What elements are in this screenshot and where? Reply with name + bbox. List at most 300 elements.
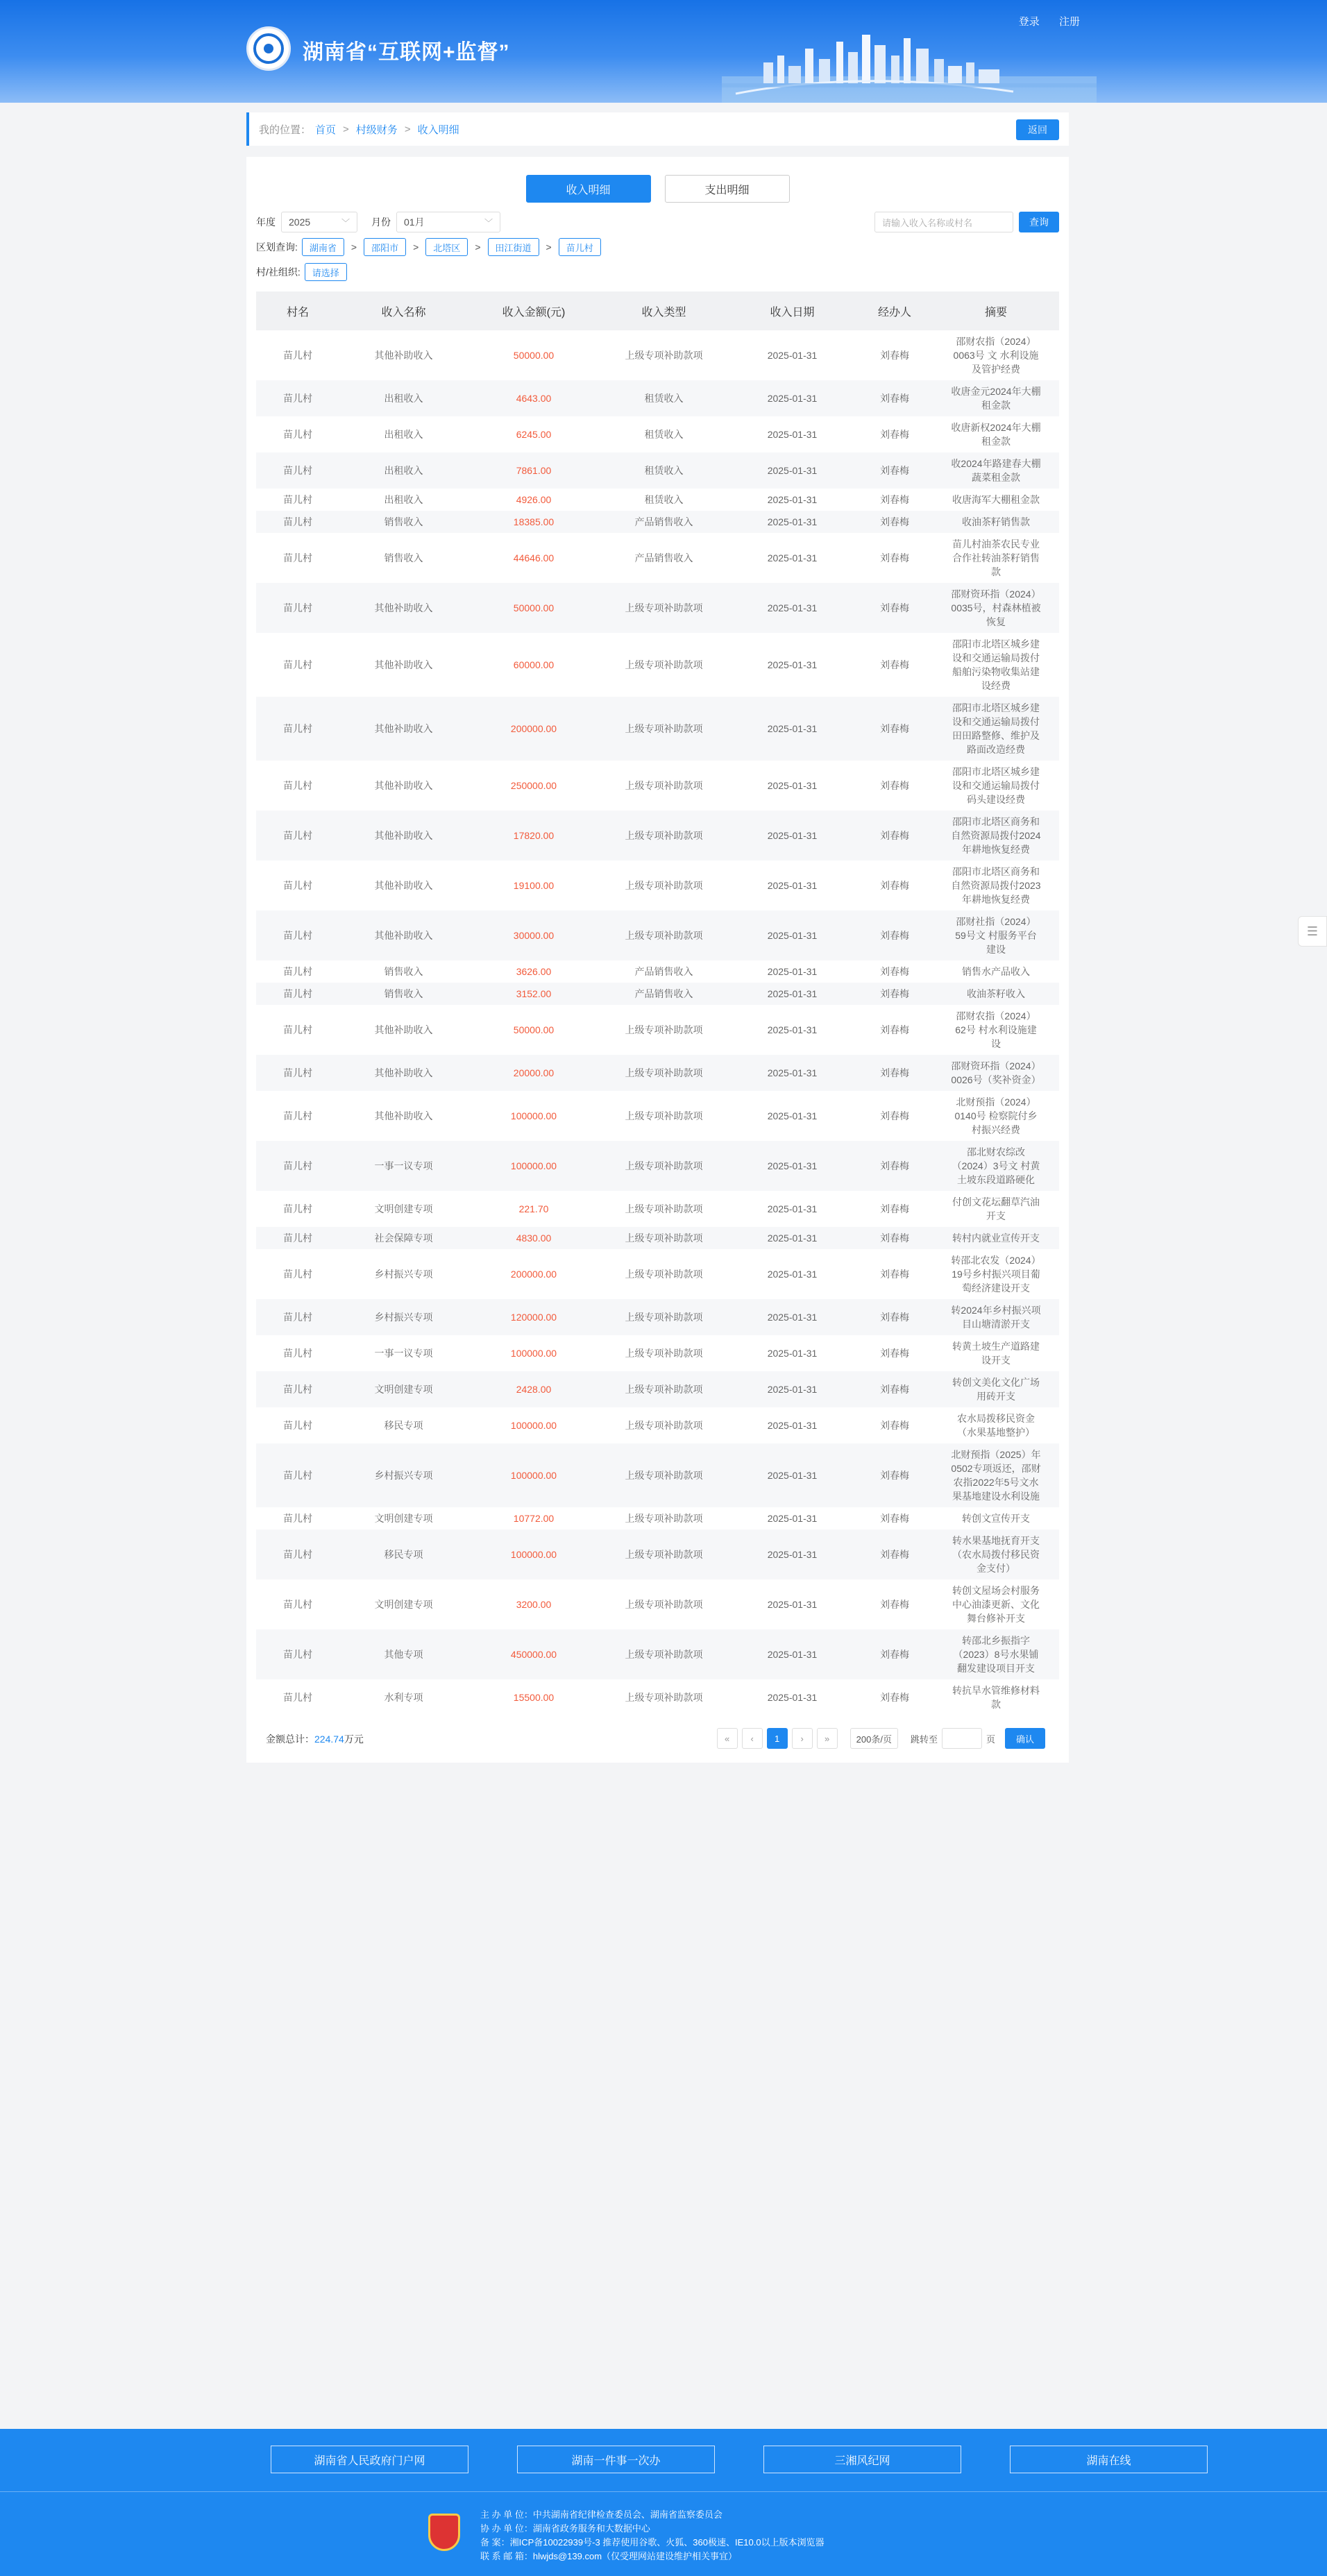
jump-label: 跳转至 <box>910 1734 938 1745</box>
content-panel <box>246 157 1069 1763</box>
breadcrumb <box>246 112 1069 146</box>
income-amount-cell: 221.70 <box>518 1203 549 1214</box>
page-number[interactable]: 1 <box>767 1728 788 1749</box>
handler-cell: 刘春梅 <box>880 393 909 404</box>
income-type-cell: 上级专项补助款项 <box>625 1549 703 1560</box>
table-row <box>256 1091 1059 1141</box>
table-row <box>256 633 1059 697</box>
income-name-cell: 出租收入 <box>384 393 423 404</box>
income-type-cell: 上级专项补助款项 <box>625 1160 703 1171</box>
income-date-cell: 2025-01-31 <box>767 1160 818 1171</box>
date-filter-row <box>256 210 1059 235</box>
table-row <box>256 1530 1059 1579</box>
income-type-cell: 上级专项补助款项 <box>625 780 703 791</box>
table-row <box>256 861 1059 910</box>
income-name-cell: 其他补助收入 <box>374 1024 433 1035</box>
memo-cell: 转水果基地抚育开支（农水局拨付移民资金支付） <box>952 1535 1040 1574</box>
page-size-value: 200条/页 <box>856 1734 892 1745</box>
top-links <box>1002 14 1080 28</box>
column-header: 经办人 <box>856 291 933 330</box>
income-type-cell: 上级专项补助款项 <box>625 1513 703 1524</box>
income-type-cell: 租赁收入 <box>644 494 684 505</box>
side-menu-icon[interactable]: ☰ <box>1298 916 1327 947</box>
table-row <box>256 1579 1059 1629</box>
income-amount-cell: 450000.00 <box>510 1649 557 1660</box>
search-button[interactable]: 查询 <box>1019 212 1059 232</box>
income-date-cell: 2025-01-31 <box>767 465 818 476</box>
table-row <box>256 511 1059 533</box>
village-name-cell: 苗儿村 <box>283 723 312 734</box>
income-date-cell: 2025-01-31 <box>767 830 818 841</box>
income-date-cell: 2025-01-31 <box>767 1348 818 1359</box>
table-row <box>256 583 1059 633</box>
memo-cell: 邵阳市北塔区商务和自然资源局拨付2023年耕地恢复经费 <box>951 866 1041 905</box>
village-name-cell: 苗儿村 <box>283 429 312 440</box>
memo-cell: 邵阳市北塔区城乡建设和交通运输局拨付码头建设经费 <box>952 766 1040 805</box>
chevron-down-icon: ﹀ <box>484 217 493 228</box>
memo-cell: 转创文美化文化广场用砖开支 <box>952 1377 1040 1402</box>
village-name-cell: 苗儿村 <box>283 1692 312 1703</box>
village-name-cell: 苗儿村 <box>283 1024 312 1035</box>
income-date-cell: 2025-01-31 <box>767 780 818 791</box>
pagination <box>717 1728 1045 1749</box>
table-row <box>256 960 1059 983</box>
income-type-cell: 上级专项补助款项 <box>625 1649 703 1660</box>
next-page-icon[interactable]: › <box>792 1728 813 1749</box>
village-name-cell: 苗儿村 <box>283 1269 312 1280</box>
income-date-cell: 2025-01-31 <box>767 1269 818 1280</box>
footer-info <box>480 2508 825 2564</box>
site-header <box>0 0 1327 103</box>
village-name-cell: 苗儿村 <box>283 1312 312 1323</box>
memo-cell: 邵财社指（2024）59号文 村服务平台建设 <box>955 916 1037 955</box>
main-container <box>246 112 1069 1763</box>
table-row <box>256 1407 1059 1443</box>
village-name-cell: 苗儿村 <box>283 830 312 841</box>
memo-cell: 邵财农指（2024）62号 村水利设施建设 <box>955 1010 1037 1049</box>
income-type-cell: 产品销售收入 <box>634 516 693 527</box>
handler-cell: 刘春梅 <box>880 966 909 977</box>
memo-cell: 转邵北乡振指字（2023）8号水果铺翻发建设项目开支 <box>953 1635 1039 1674</box>
org-filter-row <box>256 260 1059 285</box>
income-amount-cell: 44646.00 <box>513 552 555 564</box>
village-name-cell: 苗儿村 <box>283 1549 312 1560</box>
village-name-cell: 苗儿村 <box>283 659 312 670</box>
memo-cell: 邵财资环指（2024）0035号，村森林植被恢复 <box>951 588 1041 627</box>
table-row <box>256 811 1059 861</box>
table-row <box>256 983 1059 1005</box>
income-amount-cell: 19100.00 <box>513 880 555 891</box>
region-chip-village[interactable]: 苗儿村 <box>559 238 601 256</box>
month-select[interactable] <box>396 212 500 232</box>
org-select-button[interactable]: 请选择 <box>305 263 347 281</box>
footer-link-fengji[interactable]: 三湘风纪网 <box>763 2446 961 2473</box>
handler-cell: 刘春梅 <box>880 350 909 361</box>
income-name-cell: 其他补助收入 <box>374 780 433 791</box>
income-date-cell: 2025-01-31 <box>767 516 818 527</box>
memo-cell: 收油茶籽销售款 <box>962 516 1030 527</box>
handler-cell: 刘春梅 <box>880 516 909 527</box>
breadcrumb-income-detail[interactable]: 收入明细 <box>417 124 459 136</box>
income-date-cell: 2025-01-31 <box>767 1649 818 1660</box>
handler-cell: 刘春梅 <box>880 429 909 440</box>
handler-cell: 刘春梅 <box>880 830 909 841</box>
table-row <box>256 452 1059 489</box>
footer-link-one-thing[interactable]: 湖南一件事一次办 <box>517 2446 715 2473</box>
handler-cell: 刘春梅 <box>880 1067 909 1078</box>
income-type-cell: 上级专项补助款项 <box>625 1110 703 1121</box>
income-name-cell: 其他补助收入 <box>374 930 433 941</box>
page-unit: 页 <box>986 1734 995 1745</box>
income-date-cell: 2025-01-31 <box>767 1110 818 1121</box>
memo-cell: 付创文花坛翻草汽油开支 <box>952 1196 1040 1221</box>
table-row <box>256 1443 1059 1507</box>
income-amount-cell: 50000.00 <box>513 350 555 361</box>
table-row <box>256 1371 1059 1407</box>
breadcrumb-village-finance[interactable]: 村级财务 <box>355 124 398 136</box>
income-date-cell: 2025-01-31 <box>767 429 818 440</box>
handler-cell: 刘春梅 <box>880 1232 909 1244</box>
income-amount-cell: 17820.00 <box>513 830 555 841</box>
prev-page-icon[interactable]: ‹ <box>742 1728 763 1749</box>
region-label: 区划查询: <box>256 242 298 253</box>
region-arrow: > <box>413 242 419 253</box>
handler-cell: 刘春梅 <box>880 780 909 791</box>
income-type-cell: 上级专项补助款项 <box>625 723 703 734</box>
memo-cell: 销售水产品收入 <box>962 966 1030 977</box>
first-page-icon[interactable]: « <box>717 1728 738 1749</box>
region-arrow: > <box>546 242 552 253</box>
income-date-cell: 2025-01-31 <box>767 723 818 734</box>
income-date-cell: 2025-01-31 <box>767 988 818 999</box>
income-name-cell: 移民专项 <box>384 1549 423 1560</box>
income-name-cell: 社会保障专项 <box>374 1232 433 1244</box>
income-date-cell: 2025-01-31 <box>767 1513 818 1524</box>
income-name-cell: 文明创建专项 <box>374 1599 433 1610</box>
column-header: 村名 <box>256 291 339 330</box>
table-row <box>256 416 1059 452</box>
income-amount-cell: 6245.00 <box>516 429 552 440</box>
income-date-cell: 2025-01-31 <box>767 880 818 891</box>
income-amount-cell: 10772.00 <box>513 1513 555 1524</box>
village-name-cell: 苗儿村 <box>283 780 312 791</box>
income-amount-cell: 15500.00 <box>513 1692 555 1703</box>
memo-cell: 转创文宣传开支 <box>962 1513 1030 1524</box>
income-date-cell: 2025-01-31 <box>767 1599 818 1610</box>
jump-page-input[interactable] <box>942 1728 982 1749</box>
table-row <box>256 1679 1059 1715</box>
village-name-cell: 苗儿村 <box>283 1110 312 1121</box>
village-name-cell: 苗儿村 <box>283 602 312 613</box>
page-size-select[interactable] <box>850 1728 898 1749</box>
memo-cell: 转抗旱水管维修材料款 <box>952 1685 1040 1710</box>
income-amount-cell: 250000.00 <box>510 780 557 791</box>
year-select[interactable] <box>281 212 357 232</box>
register-link[interactable]: 注册 <box>1058 16 1080 28</box>
table-row <box>256 533 1059 583</box>
income-name-cell: 文明创建专项 <box>374 1513 433 1524</box>
handler-cell: 刘春梅 <box>880 1160 909 1171</box>
income-type-cell: 上级专项补助款项 <box>625 880 703 891</box>
handler-cell: 刘春梅 <box>880 1692 909 1703</box>
income-type-cell: 租赁收入 <box>644 429 684 440</box>
last-page-icon[interactable]: » <box>817 1728 838 1749</box>
income-type-cell: 上级专项补助款项 <box>625 1692 703 1703</box>
handler-cell: 刘春梅 <box>880 1203 909 1214</box>
income-name-cell: 销售收入 <box>384 988 423 999</box>
income-type-cell: 上级专项补助款项 <box>625 1420 703 1431</box>
handler-cell: 刘春梅 <box>880 988 909 999</box>
income-amount-cell: 20000.00 <box>513 1067 555 1078</box>
village-name-cell: 苗儿村 <box>283 1160 312 1171</box>
income-type-cell: 上级专项补助款项 <box>625 1470 703 1481</box>
breadcrumb-prefix: 我的位置： <box>259 124 312 136</box>
footer-links <box>271 2446 1208 2473</box>
village-name-cell: 苗儿村 <box>283 494 312 505</box>
income-amount-cell: 50000.00 <box>513 602 555 613</box>
income-date-cell: 2025-01-31 <box>767 552 818 564</box>
income-name-cell: 其他补助收入 <box>374 830 433 841</box>
village-name-cell: 苗儿村 <box>283 988 312 999</box>
income-name-cell: 其他补助收入 <box>374 880 433 891</box>
handler-cell: 刘春梅 <box>880 723 909 734</box>
handler-cell: 刘春梅 <box>880 552 909 564</box>
table-row <box>256 1191 1059 1227</box>
memo-cell: 苗儿村油茶农民专业合作社转油茶籽销售款 <box>952 539 1040 577</box>
month-label: 月份 <box>371 217 391 228</box>
income-date-cell: 2025-01-31 <box>767 930 818 941</box>
handler-cell: 刘春梅 <box>880 1420 909 1431</box>
income-name-cell: 其他专项 <box>384 1649 423 1660</box>
column-header: 摘要 <box>933 291 1059 330</box>
income-date-cell: 2025-01-31 <box>767 1692 818 1703</box>
income-type-cell: 上级专项补助款项 <box>625 930 703 941</box>
handler-cell: 刘春梅 <box>880 659 909 670</box>
income-amount-cell: 100000.00 <box>510 1549 557 1560</box>
income-name-cell: 其他补助收入 <box>374 1067 433 1078</box>
income-name-cell: 一事一议专项 <box>374 1160 433 1171</box>
income-amount-cell: 100000.00 <box>510 1420 557 1431</box>
income-date-cell: 2025-01-31 <box>767 1549 818 1560</box>
table-row <box>256 761 1059 811</box>
year-label: 年度 <box>256 217 276 228</box>
income-name-cell: 其他补助收入 <box>374 350 433 361</box>
memo-cell: 邵财资环指（2024）0026号（奖补资金） <box>951 1060 1041 1085</box>
column-header: 收入类型 <box>600 291 728 330</box>
village-name-cell: 苗儿村 <box>283 1232 312 1244</box>
table-row <box>256 1141 1059 1191</box>
memo-cell: 收唐新权2024年大棚租金款 <box>951 422 1041 447</box>
income-amount-cell: 4830.00 <box>516 1232 552 1244</box>
village-name-cell: 苗儿村 <box>283 1649 312 1660</box>
handler-cell: 刘春梅 <box>880 1513 909 1524</box>
income-amount-cell: 3200.00 <box>516 1599 552 1610</box>
tab-expense-detail[interactable]: 支出明细 <box>665 175 790 203</box>
handler-cell: 刘春梅 <box>880 494 909 505</box>
footer-link-hunan-online[interactable]: 湖南在线 <box>1010 2446 1208 2473</box>
site-footer <box>0 2429 1327 2576</box>
income-amount-cell: 50000.00 <box>513 1024 555 1035</box>
village-name-cell: 苗儿村 <box>283 350 312 361</box>
income-amount-cell: 18385.00 <box>513 516 555 527</box>
handler-cell: 刘春梅 <box>880 1470 909 1481</box>
village-name-cell: 苗儿村 <box>283 552 312 564</box>
total-label: 金额总计： <box>266 1734 314 1745</box>
income-amount-cell: 4643.00 <box>516 393 552 404</box>
income-date-cell: 2025-01-31 <box>767 1470 818 1481</box>
income-date-cell: 2025-01-31 <box>767 1024 818 1035</box>
memo-cell: 收2024年路建春大棚蔬菜租金款 <box>951 458 1041 483</box>
site-logo <box>246 26 291 71</box>
income-type-cell: 租赁收入 <box>644 465 684 476</box>
total-amount: 224.74 <box>314 1734 344 1745</box>
income-type-cell: 上级专项补助款项 <box>625 1384 703 1395</box>
memo-cell: 转创文屋场会村服务中心油漆更新、文化舞台修补开支 <box>952 1585 1040 1624</box>
table-row <box>256 1249 1059 1299</box>
income-type-cell: 上级专项补助款项 <box>625 350 703 361</box>
breadcrumb-separator: > <box>404 123 411 135</box>
region-chip-street[interactable]: 田江街道 <box>488 238 539 256</box>
handler-cell: 刘春梅 <box>880 465 909 476</box>
village-name-cell: 苗儿村 <box>283 1203 312 1214</box>
income-amount-cell: 3152.00 <box>516 988 552 999</box>
table-row <box>256 1055 1059 1091</box>
income-type-cell: 上级专项补助款项 <box>625 659 703 670</box>
income-type-cell: 上级专项补助款项 <box>625 1067 703 1078</box>
income-amount-cell: 120000.00 <box>510 1312 557 1323</box>
income-name-cell: 销售收入 <box>384 516 423 527</box>
year-value: 2025 <box>289 217 311 228</box>
handler-cell: 刘春梅 <box>880 1348 909 1359</box>
memo-cell: 转2024年乡村振兴项目山塘清淤开支 <box>951 1305 1041 1330</box>
income-name-cell: 文明创建专项 <box>374 1203 433 1214</box>
table-row <box>256 1005 1059 1055</box>
income-date-cell: 2025-01-31 <box>767 1232 818 1244</box>
income-name-cell: 其他补助收入 <box>374 602 433 613</box>
region-filter-row <box>256 235 1059 260</box>
breadcrumb-separator: > <box>343 123 349 135</box>
income-amount-cell: 30000.00 <box>513 930 555 941</box>
handler-cell: 刘春梅 <box>880 880 909 891</box>
footer-info-line: 主 办 单 位：中共湖南省纪律检查委员会、湖南省监察委员会 <box>480 2509 722 2520</box>
region-chip-province[interactable]: 湖南省 <box>302 238 344 256</box>
memo-cell: 邵北财农综改（2024）3号文 村黄土坡东段道路硬化 <box>952 1146 1040 1185</box>
income-type-cell: 上级专项补助款项 <box>625 1599 703 1610</box>
memo-cell: 邵阳市北塔区商务和自然资源局拨付2024年耕地恢复经费 <box>951 816 1041 855</box>
handler-cell: 刘春梅 <box>880 930 909 941</box>
income-date-cell: 2025-01-31 <box>767 602 818 613</box>
village-name-cell: 苗儿村 <box>283 465 312 476</box>
handler-cell: 刘春梅 <box>880 1110 909 1121</box>
table-row <box>256 697 1059 761</box>
breadcrumb-home[interactable]: 首页 <box>315 124 337 136</box>
income-date-cell: 2025-01-31 <box>767 1420 818 1431</box>
income-name-cell: 乡村振兴专项 <box>374 1470 433 1481</box>
city-skyline-banner <box>722 28 1097 103</box>
income-amount-cell: 100000.00 <box>510 1110 557 1121</box>
total-unit: 万元 <box>344 1734 364 1745</box>
memo-cell: 农水局拨移民资金（水果基地整护） <box>957 1413 1035 1438</box>
table-row <box>256 1507 1059 1530</box>
chevron-down-icon: ﹀ <box>341 217 350 228</box>
village-name-cell: 苗儿村 <box>283 1384 312 1395</box>
column-header: 收入名称 <box>339 291 468 330</box>
income-date-cell: 2025-01-31 <box>767 1203 818 1214</box>
income-amount-cell: 100000.00 <box>510 1470 557 1481</box>
income-type-cell: 租赁收入 <box>644 393 684 404</box>
table-row <box>256 1227 1059 1249</box>
tab-income-detail[interactable]: 收入明细 <box>526 175 651 203</box>
income-name-cell: 出租收入 <box>384 494 423 505</box>
income-name-cell: 乡村振兴专项 <box>374 1269 433 1280</box>
income-table <box>256 291 1059 1715</box>
memo-cell: 转黄土坡生产道路建设开支 <box>952 1341 1040 1366</box>
village-name-cell: 苗儿村 <box>283 1348 312 1359</box>
handler-cell: 刘春梅 <box>880 1384 909 1395</box>
income-date-cell: 2025-01-31 <box>767 659 818 670</box>
income-amount-cell: 7861.00 <box>516 465 552 476</box>
org-label: 村/社组织: <box>256 266 301 278</box>
memo-cell: 北财预指（2025）年0502专项返还，邵财农指2022年5号文水果基地建设水利设施 <box>951 1449 1041 1502</box>
memo-cell: 收唐金元2024年大棚租金款 <box>951 386 1041 411</box>
income-name-cell: 乡村振兴专项 <box>374 1312 433 1323</box>
income-name-cell: 其他补助收入 <box>374 723 433 734</box>
column-header: 收入金额(元) <box>468 291 600 330</box>
village-name-cell: 苗儿村 <box>283 516 312 527</box>
income-type-cell: 上级专项补助款项 <box>625 602 703 613</box>
handler-cell: 刘春梅 <box>880 1269 909 1280</box>
memo-cell: 收唐海军大棚租金款 <box>952 494 1040 505</box>
income-amount-cell: 200000.00 <box>510 1269 557 1280</box>
back-button[interactable]: 返回 <box>1016 119 1059 140</box>
village-name-cell: 苗儿村 <box>283 880 312 891</box>
income-type-cell: 上级专项补助款项 <box>625 1024 703 1035</box>
table-row <box>256 1335 1059 1371</box>
income-name-cell: 文明创建专项 <box>374 1384 433 1395</box>
memo-cell: 邵阳市北塔区城乡建设和交通运输局拨付田田路整修、维护及路面改造经费 <box>952 702 1040 755</box>
village-name-cell: 苗儿村 <box>283 1067 312 1078</box>
search-input[interactable]: 请输入收入名称或村名 <box>874 212 1013 232</box>
region-chip-district[interactable]: 北塔区 <box>425 238 468 256</box>
site-title: 湖南省“互联网+监督” <box>303 41 510 64</box>
table-row <box>256 1629 1059 1679</box>
income-amount-cell: 4926.00 <box>516 494 552 505</box>
footer-info-line: 联 系 邮 箱：hlwjds@139.com（仅受理网站建设维护相关事宜） <box>480 2551 738 2561</box>
table-footer <box>256 1715 1059 1763</box>
income-date-cell: 2025-01-31 <box>767 393 818 404</box>
village-name-cell: 苗儿村 <box>283 966 312 977</box>
village-name-cell: 苗儿村 <box>283 1599 312 1610</box>
table-row <box>256 380 1059 416</box>
income-type-cell: 上级专项补助款项 <box>625 1348 703 1359</box>
village-name-cell: 苗儿村 <box>283 1513 312 1524</box>
income-name-cell: 销售收入 <box>384 552 423 564</box>
village-name-cell: 苗儿村 <box>283 1470 312 1481</box>
region-chip-city[interactable]: 邵阳市 <box>364 238 406 256</box>
footer-link-gov-portal[interactable]: 湖南省人民政府门户网 <box>271 2446 468 2473</box>
memo-cell: 转村内就业宣传开支 <box>952 1232 1040 1244</box>
handler-cell: 刘春梅 <box>880 1549 909 1560</box>
column-header: 收入日期 <box>728 291 856 330</box>
income-type-cell: 上级专项补助款项 <box>625 830 703 841</box>
income-date-cell: 2025-01-31 <box>767 1067 818 1078</box>
memo-cell: 北财预指（2024）0140号 检察院付乡村振兴经费 <box>954 1096 1038 1135</box>
login-link[interactable]: 登录 <box>1018 16 1040 28</box>
month-value: 01月 <box>404 217 425 228</box>
tab-bar <box>256 157 1059 210</box>
income-date-cell: 2025-01-31 <box>767 1312 818 1323</box>
confirm-button[interactable]: 确认 <box>1005 1728 1045 1749</box>
